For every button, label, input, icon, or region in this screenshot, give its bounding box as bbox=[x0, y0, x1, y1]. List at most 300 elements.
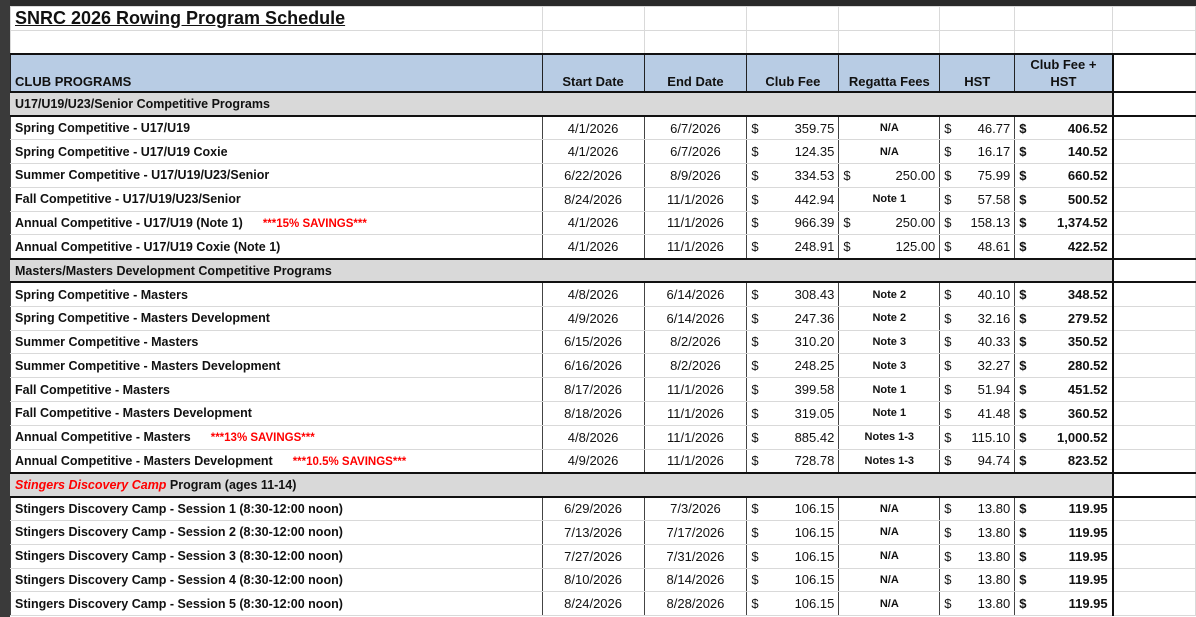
start-date[interactable]: 8/17/2026 bbox=[542, 378, 644, 402]
section-cell[interactable] bbox=[542, 473, 644, 497]
currency-symbol: $ bbox=[944, 501, 952, 517]
program-name-cell[interactable] bbox=[11, 425, 543, 449]
club-fee-wrap bbox=[751, 501, 834, 516]
hst[interactable] bbox=[940, 282, 1015, 306]
total-fee[interactable] bbox=[1015, 163, 1113, 187]
total-fee[interactable] bbox=[1015, 378, 1113, 402]
hst[interactable] bbox=[940, 163, 1015, 187]
program-name-cell[interactable] bbox=[11, 235, 543, 259]
empty-cell[interactable] bbox=[1113, 354, 1196, 378]
section-cell[interactable] bbox=[940, 259, 1015, 283]
currency-symbol: $ bbox=[944, 548, 952, 564]
end-date[interactable]: 11/1/2026 bbox=[644, 401, 747, 425]
header-total-line1: Club Fee + bbox=[1030, 57, 1097, 73]
club-fee[interactable] bbox=[747, 520, 839, 544]
total-fee-value: 119.95 bbox=[1068, 572, 1108, 588]
section-cell[interactable] bbox=[747, 92, 839, 116]
section-title-text: U17/U19/U23/Senior Competitive Programs bbox=[15, 96, 270, 111]
club-fee[interactable] bbox=[747, 401, 839, 425]
program-name-cell[interactable] bbox=[11, 282, 543, 306]
empty-cell[interactable] bbox=[1113, 378, 1196, 402]
table-row bbox=[11, 378, 1196, 402]
start-date[interactable]: 6/22/2026 bbox=[542, 163, 644, 187]
total-fee-value: 1,374.52 bbox=[1057, 215, 1108, 231]
hst[interactable] bbox=[940, 544, 1015, 568]
regatta-fee[interactable]: Note 3 bbox=[839, 354, 940, 378]
table-row bbox=[11, 140, 1196, 164]
end-date[interactable]: 11/1/2026 bbox=[644, 378, 747, 402]
program-name-cell[interactable] bbox=[11, 330, 543, 354]
total-fee[interactable] bbox=[1015, 187, 1113, 211]
club-fee[interactable] bbox=[747, 282, 839, 306]
section-cell[interactable] bbox=[1015, 92, 1113, 116]
empty-cell[interactable] bbox=[1113, 163, 1196, 187]
section-title[interactable] bbox=[11, 92, 543, 116]
start-date[interactable]: 4/8/2026 bbox=[542, 282, 644, 306]
empty-cell[interactable] bbox=[1113, 330, 1196, 354]
hst-wrap bbox=[944, 501, 1010, 516]
hst[interactable] bbox=[940, 306, 1015, 330]
total-fee-value: 500.52 bbox=[1067, 191, 1108, 207]
hst-wrap bbox=[944, 525, 1010, 540]
total-fee-wrap bbox=[1019, 168, 1107, 183]
total-fee-value: 348.52 bbox=[1067, 287, 1108, 303]
club-fee-wrap bbox=[751, 121, 834, 136]
program-name: Annual Competitive - U17/U19 Coxie (Note 1) bbox=[15, 239, 281, 254]
program-name-cell[interactable] bbox=[11, 140, 543, 164]
regatta-fee[interactable]: Note 1 bbox=[839, 401, 940, 425]
club-fee[interactable] bbox=[747, 211, 839, 235]
program-name-cell[interactable] bbox=[11, 568, 543, 592]
empty-cell[interactable] bbox=[1113, 140, 1196, 164]
empty-cell[interactable] bbox=[1113, 54, 1196, 92]
hst[interactable] bbox=[940, 235, 1015, 259]
end-date[interactable]: 11/1/2026 bbox=[644, 211, 747, 235]
empty-cell[interactable] bbox=[1015, 30, 1113, 54]
club-fee[interactable] bbox=[747, 140, 839, 164]
section-title[interactable] bbox=[11, 473, 543, 497]
header-start-date[interactable]: Start Date bbox=[542, 54, 644, 92]
currency-symbol: $ bbox=[1019, 453, 1027, 469]
section-header-row bbox=[11, 259, 1196, 283]
end-date[interactable]: 8/9/2026 bbox=[644, 163, 747, 187]
total-fee-wrap bbox=[1019, 501, 1107, 516]
total-fee[interactable] bbox=[1015, 235, 1113, 259]
club-fee-value: 106.15 bbox=[794, 572, 835, 588]
club-fee-wrap bbox=[751, 334, 834, 349]
section-cell[interactable] bbox=[1015, 259, 1113, 283]
empty-cell[interactable] bbox=[747, 30, 839, 54]
hst[interactable] bbox=[940, 497, 1015, 521]
currency-symbol: $ bbox=[944, 310, 952, 326]
end-date[interactable]: 11/1/2026 bbox=[644, 235, 747, 259]
club-fee-wrap bbox=[751, 215, 834, 230]
club-fee-value: 106.15 bbox=[794, 501, 835, 517]
empty-cell[interactable] bbox=[747, 7, 839, 31]
club-fee[interactable] bbox=[747, 497, 839, 521]
total-fee-wrap bbox=[1019, 144, 1107, 159]
hst[interactable] bbox=[940, 378, 1015, 402]
club-fee[interactable] bbox=[747, 378, 839, 402]
hst-value: 46.77 bbox=[977, 120, 1011, 136]
empty-cell[interactable] bbox=[1113, 449, 1196, 473]
empty-cell[interactable] bbox=[940, 7, 1015, 31]
table-row bbox=[11, 425, 1196, 449]
start-date[interactable]: 4/1/2026 bbox=[542, 211, 644, 235]
section-cell[interactable] bbox=[940, 92, 1015, 116]
currency-symbol: $ bbox=[944, 358, 952, 374]
currency-symbol: $ bbox=[751, 572, 759, 588]
hst[interactable] bbox=[940, 140, 1015, 164]
start-date[interactable]: 4/1/2026 bbox=[542, 140, 644, 164]
total-fee[interactable] bbox=[1015, 568, 1113, 592]
program-name-cell[interactable] bbox=[11, 592, 543, 616]
header-club-programs[interactable]: CLUB PROGRAMS bbox=[11, 54, 543, 92]
total-fee-wrap bbox=[1019, 311, 1107, 326]
end-date[interactable]: 7/3/2026 bbox=[644, 497, 747, 521]
program-name: Summer Competitive - U17/U19/U23/Senior bbox=[15, 168, 270, 183]
program-name-cell[interactable] bbox=[11, 401, 543, 425]
total-fee-value: 406.52 bbox=[1067, 120, 1108, 136]
end-date[interactable]: 8/2/2026 bbox=[644, 354, 747, 378]
section-cell[interactable] bbox=[644, 473, 747, 497]
total-fee[interactable] bbox=[1015, 449, 1113, 473]
regatta-fee[interactable]: N/A bbox=[839, 544, 940, 568]
empty-cell[interactable] bbox=[839, 7, 940, 31]
currency-symbol: $ bbox=[843, 167, 851, 183]
program-name-cell[interactable] bbox=[11, 163, 543, 187]
empty-cell[interactable] bbox=[1113, 211, 1196, 235]
hst[interactable] bbox=[940, 592, 1015, 616]
hst-wrap bbox=[944, 192, 1010, 207]
regatta-fee[interactable]: N/A bbox=[839, 140, 940, 164]
schedule-table bbox=[10, 6, 1196, 616]
total-fee[interactable] bbox=[1015, 330, 1113, 354]
table-row bbox=[11, 354, 1196, 378]
hst-wrap bbox=[944, 311, 1010, 326]
hst-wrap bbox=[944, 358, 1010, 373]
club-fee[interactable] bbox=[747, 354, 839, 378]
club-fee-wrap bbox=[751, 430, 834, 445]
total-fee[interactable] bbox=[1015, 544, 1113, 568]
regatta-fee[interactable]: N/A bbox=[839, 116, 940, 140]
program-name-cell[interactable] bbox=[11, 544, 543, 568]
hst-value: 75.99 bbox=[977, 167, 1011, 183]
table-row bbox=[11, 497, 1196, 521]
club-fee[interactable] bbox=[747, 544, 839, 568]
total-fee[interactable] bbox=[1015, 520, 1113, 544]
total-fee[interactable] bbox=[1015, 116, 1113, 140]
empty-cell[interactable] bbox=[1113, 30, 1196, 54]
section-cell[interactable] bbox=[839, 92, 940, 116]
section-cell[interactable] bbox=[644, 259, 747, 283]
hst-value: 48.61 bbox=[977, 239, 1011, 255]
hst[interactable] bbox=[940, 401, 1015, 425]
club-fee-value: 359.75 bbox=[794, 120, 835, 136]
club-fee[interactable] bbox=[747, 592, 839, 616]
hst[interactable] bbox=[940, 568, 1015, 592]
empty-cell[interactable] bbox=[644, 30, 747, 54]
program-name: Stingers Discovery Camp - Session 2 (8:30-12:00 noon) bbox=[15, 525, 343, 540]
end-date[interactable]: 11/1/2026 bbox=[644, 187, 747, 211]
empty-cell[interactable] bbox=[1113, 116, 1196, 140]
regatta-fee[interactable]: N/A bbox=[839, 520, 940, 544]
end-date[interactable]: 8/14/2026 bbox=[644, 568, 747, 592]
start-date[interactable]: 8/24/2026 bbox=[542, 592, 644, 616]
hst-wrap bbox=[944, 144, 1010, 159]
hst[interactable] bbox=[940, 187, 1015, 211]
end-date[interactable]: 6/7/2026 bbox=[644, 140, 747, 164]
spreadsheet-row-gutter bbox=[0, 0, 10, 617]
club-fee-value: 106.15 bbox=[794, 524, 835, 540]
start-date[interactable]: 4/9/2026 bbox=[542, 306, 644, 330]
total-fee-wrap bbox=[1019, 549, 1107, 564]
section-header-row bbox=[11, 473, 1196, 497]
header-club-fee[interactable]: Club Fee bbox=[747, 54, 839, 92]
empty-cell[interactable] bbox=[1113, 92, 1196, 116]
empty-cell[interactable] bbox=[11, 30, 543, 54]
section-cell[interactable] bbox=[839, 473, 940, 497]
regatta-fee[interactable]: N/A bbox=[839, 497, 940, 521]
total-fee-value: 119.95 bbox=[1068, 524, 1108, 540]
club-fee-value: 106.15 bbox=[794, 596, 835, 612]
empty-cell[interactable] bbox=[1113, 544, 1196, 568]
regatta-fee-value: 250.00 bbox=[895, 215, 936, 231]
empty-cell[interactable] bbox=[940, 30, 1015, 54]
total-fee[interactable] bbox=[1015, 211, 1113, 235]
currency-symbol: $ bbox=[944, 453, 952, 469]
empty-cell[interactable] bbox=[542, 30, 644, 54]
start-date[interactable]: 4/1/2026 bbox=[542, 116, 644, 140]
savings-label: ***10.5% SAVINGS*** bbox=[292, 455, 407, 468]
section-cell[interactable] bbox=[1015, 473, 1113, 497]
total-fee-value: 360.52 bbox=[1067, 405, 1108, 421]
empty-cell[interactable] bbox=[1113, 401, 1196, 425]
club-fee-value: 966.39 bbox=[794, 215, 835, 231]
club-fee[interactable] bbox=[747, 163, 839, 187]
club-fee[interactable] bbox=[747, 235, 839, 259]
total-fee[interactable] bbox=[1015, 592, 1113, 616]
end-date[interactable]: 11/1/2026 bbox=[644, 425, 747, 449]
total-fee-value: 279.52 bbox=[1067, 310, 1108, 326]
start-date[interactable]: 4/8/2026 bbox=[542, 425, 644, 449]
program-name-cell[interactable] bbox=[11, 449, 543, 473]
regatta-fee[interactable]: Note 2 bbox=[839, 282, 940, 306]
total-fee[interactable] bbox=[1015, 354, 1113, 378]
start-date[interactable]: 6/29/2026 bbox=[542, 497, 644, 521]
page-title[interactable]: SNRC 2026 Rowing Program Schedule bbox=[11, 7, 543, 31]
regatta-fee-wrap bbox=[843, 168, 935, 183]
hst-value: 57.58 bbox=[977, 191, 1011, 207]
regatta-fee[interactable]: N/A bbox=[839, 592, 940, 616]
regatta-fee[interactable]: Notes 1-3 bbox=[839, 425, 940, 449]
club-fee[interactable] bbox=[747, 449, 839, 473]
total-fee-value: 119.95 bbox=[1068, 548, 1108, 564]
total-fee-value: 422.52 bbox=[1067, 239, 1108, 255]
empty-cell[interactable] bbox=[1113, 425, 1196, 449]
empty-cell[interactable] bbox=[839, 30, 940, 54]
program-name-cell[interactable] bbox=[11, 354, 543, 378]
empty-cell[interactable] bbox=[1113, 282, 1196, 306]
club-fee[interactable] bbox=[747, 330, 839, 354]
currency-symbol: $ bbox=[944, 167, 952, 183]
empty-cell[interactable] bbox=[1113, 520, 1196, 544]
currency-symbol: $ bbox=[751, 405, 759, 421]
club-fee[interactable] bbox=[747, 306, 839, 330]
empty-cell[interactable] bbox=[542, 7, 644, 31]
total-fee[interactable] bbox=[1015, 425, 1113, 449]
currency-symbol: $ bbox=[1019, 382, 1027, 398]
total-fee[interactable] bbox=[1015, 140, 1113, 164]
currency-symbol: $ bbox=[944, 596, 952, 612]
program-name-cell[interactable] bbox=[11, 306, 543, 330]
end-date[interactable]: 6/14/2026 bbox=[644, 282, 747, 306]
start-date[interactable]: 6/16/2026 bbox=[542, 354, 644, 378]
empty-cell[interactable] bbox=[1113, 592, 1196, 616]
program-name-cell[interactable] bbox=[11, 497, 543, 521]
hst[interactable] bbox=[940, 449, 1015, 473]
header-end-date[interactable]: End Date bbox=[644, 54, 747, 92]
program-name-cell[interactable] bbox=[11, 116, 543, 140]
empty-cell[interactable] bbox=[1113, 7, 1196, 31]
regatta-fee[interactable] bbox=[839, 235, 940, 259]
program-name-cell[interactable] bbox=[11, 187, 543, 211]
club-fee-value: 308.43 bbox=[794, 287, 835, 303]
hst-value: 94.74 bbox=[977, 453, 1011, 469]
total-fee-value: 1,000.52 bbox=[1057, 429, 1108, 445]
empty-cell[interactable] bbox=[1113, 306, 1196, 330]
section-cell[interactable] bbox=[940, 473, 1015, 497]
total-fee-wrap bbox=[1019, 334, 1107, 349]
section-cell[interactable] bbox=[747, 259, 839, 283]
end-date[interactable]: 6/14/2026 bbox=[644, 306, 747, 330]
hst[interactable] bbox=[940, 116, 1015, 140]
regatta-fee[interactable] bbox=[839, 163, 940, 187]
start-date[interactable]: 4/9/2026 bbox=[542, 449, 644, 473]
currency-symbol: $ bbox=[751, 596, 759, 612]
program-name-cell[interactable] bbox=[11, 378, 543, 402]
end-date[interactable]: 8/2/2026 bbox=[644, 330, 747, 354]
end-date[interactable]: 6/7/2026 bbox=[644, 116, 747, 140]
end-date[interactable]: 11/1/2026 bbox=[644, 449, 747, 473]
section-cell[interactable] bbox=[747, 473, 839, 497]
empty-cell[interactable] bbox=[1113, 235, 1196, 259]
hst[interactable] bbox=[940, 520, 1015, 544]
club-fee[interactable] bbox=[747, 425, 839, 449]
currency-symbol: $ bbox=[944, 144, 952, 160]
program-name: Annual Competitive - U17/U19 (Note 1) bbox=[15, 215, 243, 230]
regatta-fee[interactable]: Note 2 bbox=[839, 306, 940, 330]
total-fee-wrap bbox=[1019, 239, 1107, 254]
empty-cell[interactable] bbox=[644, 7, 747, 31]
header-total[interactable] bbox=[1015, 54, 1113, 92]
end-date[interactable]: 8/28/2026 bbox=[644, 592, 747, 616]
regatta-fee[interactable]: Note 1 bbox=[839, 378, 940, 402]
club-fee-wrap bbox=[751, 525, 834, 540]
currency-symbol: $ bbox=[944, 239, 952, 255]
hst[interactable] bbox=[940, 425, 1015, 449]
regatta-fee[interactable]: Notes 1-3 bbox=[839, 449, 940, 473]
hst-value: 51.94 bbox=[977, 382, 1011, 398]
currency-symbol: $ bbox=[843, 215, 851, 231]
empty-cell[interactable] bbox=[1113, 259, 1196, 283]
regatta-fee[interactable]: N/A bbox=[839, 568, 940, 592]
regatta-fee[interactable] bbox=[839, 211, 940, 235]
currency-symbol: $ bbox=[944, 572, 952, 588]
start-date[interactable]: 7/13/2026 bbox=[542, 520, 644, 544]
currency-symbol: $ bbox=[1019, 120, 1027, 136]
table-row bbox=[11, 211, 1196, 235]
hst-wrap bbox=[944, 239, 1010, 254]
club-fee-wrap bbox=[751, 311, 834, 326]
total-fee-value: 823.52 bbox=[1067, 453, 1108, 469]
currency-symbol: $ bbox=[944, 405, 952, 421]
total-fee-wrap bbox=[1019, 596, 1107, 611]
start-date[interactable]: 8/24/2026 bbox=[542, 187, 644, 211]
total-fee[interactable] bbox=[1015, 282, 1113, 306]
header-hst[interactable]: HST bbox=[940, 54, 1015, 92]
start-date[interactable]: 7/27/2026 bbox=[542, 544, 644, 568]
hst-value: 32.16 bbox=[977, 310, 1011, 326]
end-date[interactable]: 7/17/2026 bbox=[644, 520, 747, 544]
start-date[interactable]: 8/18/2026 bbox=[542, 401, 644, 425]
club-fee[interactable] bbox=[747, 116, 839, 140]
hst[interactable] bbox=[940, 211, 1015, 235]
end-date[interactable]: 7/31/2026 bbox=[644, 544, 747, 568]
section-cell[interactable] bbox=[644, 92, 747, 116]
regatta-fee[interactable]: Note 3 bbox=[839, 330, 940, 354]
empty-cell[interactable] bbox=[1113, 568, 1196, 592]
start-date[interactable]: 8/10/2026 bbox=[542, 568, 644, 592]
club-fee-value: 319.05 bbox=[794, 405, 835, 421]
total-fee[interactable] bbox=[1015, 497, 1113, 521]
empty-cell[interactable] bbox=[1113, 187, 1196, 211]
start-date[interactable]: 6/15/2026 bbox=[542, 330, 644, 354]
program-name-cell[interactable] bbox=[11, 520, 543, 544]
currency-symbol: $ bbox=[944, 287, 952, 303]
currency-symbol: $ bbox=[1019, 405, 1027, 421]
program-name: Summer Competitive - Masters bbox=[15, 334, 199, 349]
club-fee[interactable] bbox=[747, 568, 839, 592]
section-cell[interactable] bbox=[839, 259, 940, 283]
club-fee-value: 248.25 bbox=[794, 358, 835, 374]
club-fee[interactable] bbox=[747, 187, 839, 211]
section-cell[interactable] bbox=[542, 259, 644, 283]
savings-label: ***13% SAVINGS*** bbox=[210, 432, 315, 445]
hst-wrap bbox=[944, 430, 1010, 445]
club-fee-wrap bbox=[751, 572, 834, 587]
empty-cell[interactable] bbox=[1113, 473, 1196, 497]
total-fee[interactable] bbox=[1015, 306, 1113, 330]
empty-cell[interactable] bbox=[1113, 497, 1196, 521]
currency-symbol: $ bbox=[944, 429, 952, 445]
club-fee-wrap bbox=[751, 382, 834, 397]
total-fee[interactable] bbox=[1015, 401, 1113, 425]
regatta-fee[interactable]: Note 1 bbox=[839, 187, 940, 211]
header-regatta-fees[interactable]: Regatta Fees bbox=[839, 54, 940, 92]
hst[interactable] bbox=[940, 354, 1015, 378]
section-title-highlight: Stingers Discovery Camp bbox=[15, 477, 167, 492]
hst-value: 13.80 bbox=[977, 501, 1011, 517]
club-fee-wrap bbox=[751, 287, 834, 302]
program-name-cell[interactable] bbox=[11, 211, 543, 235]
section-cell[interactable] bbox=[542, 92, 644, 116]
total-fee-value: 660.52 bbox=[1067, 167, 1108, 183]
start-date[interactable]: 4/1/2026 bbox=[542, 235, 644, 259]
section-title[interactable] bbox=[11, 259, 543, 283]
hst[interactable] bbox=[940, 330, 1015, 354]
empty-cell[interactable] bbox=[1015, 7, 1113, 31]
